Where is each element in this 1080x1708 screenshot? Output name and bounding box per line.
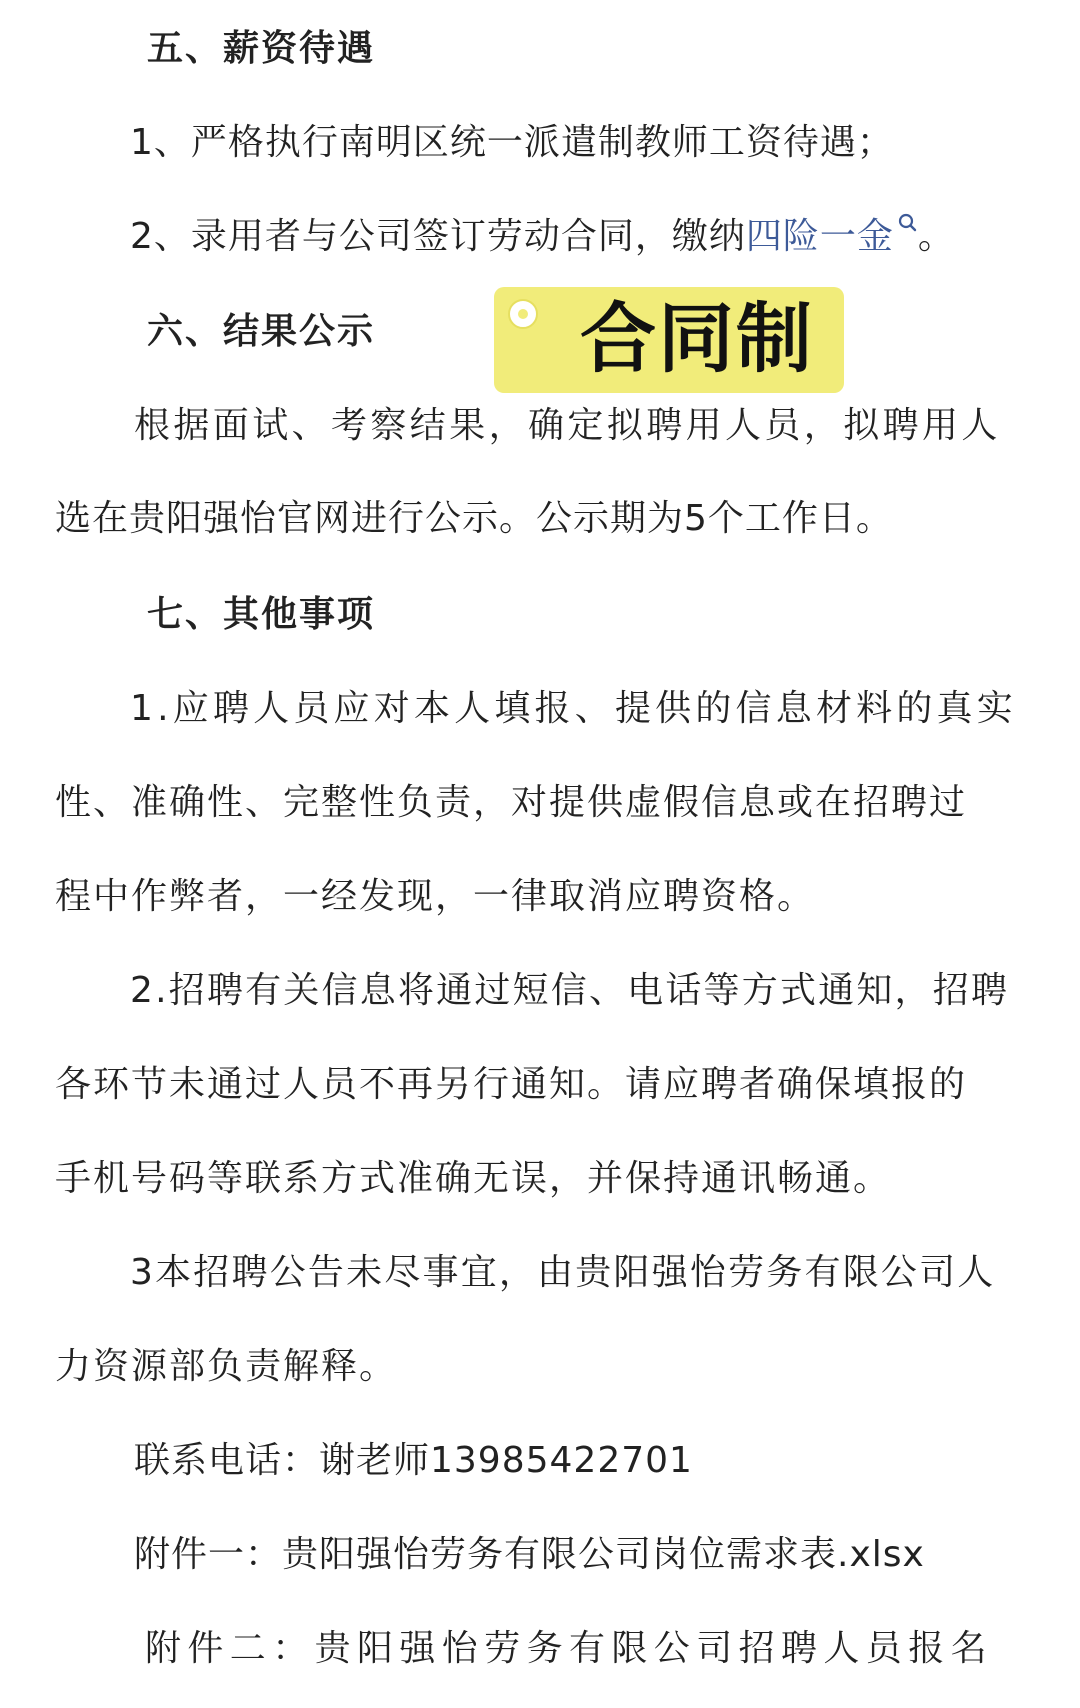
- contract-sticker: [494, 287, 844, 393]
- section7-item2-line2: 各环节未通过人员不再另行通知。请应聘者确保填报的: [55, 1064, 968, 1105]
- section7-item3-line2: 力资源部负责解释。: [55, 1346, 398, 1387]
- section7-item1-line3: 程中作弊者，一经发现，一律取消应聘资格。: [55, 876, 816, 917]
- attachment2-link[interactable]: 附件二：贵阳强怡劳务有限公司招聘人员报名: [145, 1628, 994, 1669]
- search-icon[interactable]: [898, 212, 918, 242]
- section7-item2-line3: 手机号码等联系方式准确无误，并保持通讯畅通。: [55, 1158, 892, 1199]
- section6-para-line2: 选在贵阳强怡官网进行公示。公示期为5个工作日。: [55, 498, 893, 539]
- section6-para-line1: [134, 401, 1019, 451]
- section7-item1-line1: 1.应聘人员应对本人填报、提供的信息材料的真实: [130, 688, 1017, 729]
- section6-para-line1-text: 根据面试、考察结果，确定拟聘用人员，拟聘用人: [134, 405, 1001, 446]
- attachment1-link[interactable]: 附件一：贵阳强怡劳务有限公司岗位需求表.xlsx: [134, 1534, 925, 1575]
- contact-phone: 联系电话：谢老师13985422701: [134, 1440, 693, 1481]
- section5-item2-end: 。: [917, 216, 955, 257]
- section5-heading: 五、薪资待遇: [147, 28, 376, 69]
- four-insurances-link[interactable]: 四险一金: [745, 216, 894, 257]
- section6-heading: 六、结果公示: [147, 311, 376, 352]
- section5-item2: [130, 212, 955, 262]
- section7-item3-line1: 3本招聘公告未尽事宜，由贵阳强怡劳务有限公司人: [130, 1252, 996, 1293]
- section5-item2-text: 2、录用者与公司签订劳动合同，缴纳: [130, 216, 746, 257]
- section5-item1: 1、严格执行南明区统一派遣制教师工资待遇；: [130, 122, 894, 163]
- sticker-label: 合同制: [580, 294, 814, 383]
- sticker-dot-icon: [508, 299, 538, 329]
- section7-heading: 七、其他事项: [147, 594, 376, 635]
- section7-item2-line1: 2.招聘有关信息将通过短信、电话等方式通知，招聘: [130, 970, 1010, 1011]
- section7-item1-line2: 性、准确性、完整性负责，对提供虚假信息或在招聘过: [55, 782, 968, 823]
